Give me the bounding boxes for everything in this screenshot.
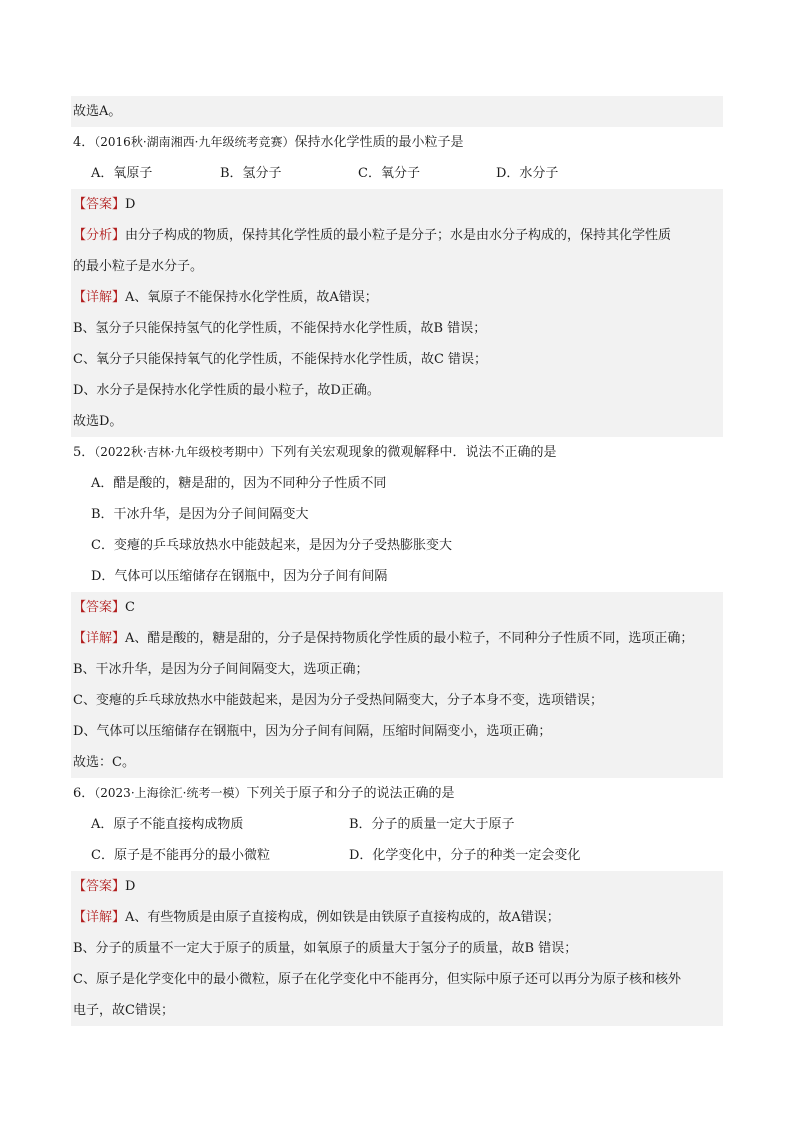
question-4-option-c: C．氧分子 xyxy=(358,166,420,181)
previous-conclusion: 故选A。 xyxy=(73,104,122,119)
analysis-tag: 【分析】 xyxy=(73,228,126,243)
question-5-number: 5． xyxy=(73,445,95,460)
question-4-analysis-line-2: 的最小粒子是水分子。 xyxy=(73,259,204,274)
question-4-number: 4． xyxy=(73,135,95,150)
question-4-option-a: A．氧原子 xyxy=(91,166,153,181)
detail-text: A、醋是酸的，糖是甜的，分子是保持物质化学性质的最小粒子，不同种分子性质不同，选项正确； xyxy=(125,631,694,646)
question-6-solution xyxy=(71,871,723,1026)
detail-text: A、氧原子不能保持水化学性质，故A错误； xyxy=(125,290,378,305)
question-5-conclusion: 故选：C。 xyxy=(73,755,135,770)
question-6-stem: 下列关于原子和分子的说法正确的是 xyxy=(246,786,455,801)
question-4-detail-b: B、氢分子只能保持氢气的化学性质，不能保持水化学性质，故B 错误； xyxy=(73,321,487,336)
question-6 xyxy=(71,778,723,871)
question-4-answer xyxy=(71,189,723,220)
question-6-detail-b: B、分子的质量不一定大于原子的质量，如氧原子的质量大于氢分子的质量，故B 错误； xyxy=(73,941,578,956)
question-6-option-c: C．原子是不能再分的最小微粒 xyxy=(91,848,270,863)
answer-tag: 【答案】 xyxy=(73,879,126,894)
detail-tag: 【详解】 xyxy=(73,631,126,646)
question-4-detail-c: C、氧分子只能保持氧气的化学性质，不能保持水化学性质，故C 错误； xyxy=(73,352,488,367)
question-5-source: （2022秋·吉林·九年级校考期中） xyxy=(94,445,271,459)
question-4-options xyxy=(71,158,723,189)
question-6-options-row-1 xyxy=(71,809,723,840)
question-4-solution xyxy=(71,189,723,437)
question-4-option-d: D．水分子 xyxy=(496,166,559,181)
question-5 xyxy=(71,437,723,592)
previous-solution-block xyxy=(71,96,723,127)
answer-value: C xyxy=(125,600,135,615)
question-4-conclusion: 故选D。 xyxy=(73,414,123,429)
question-5-option-d: D．气体可以压缩储存在钢瓶中，因为分子间有间隔 xyxy=(91,569,388,584)
detail-tag: 【详解】 xyxy=(73,910,126,925)
question-6-option-b: B．分子的质量一定大于原子 xyxy=(349,817,515,832)
question-5-option-b: B．干冰升华，是因为分子间间隔变大 xyxy=(91,507,309,522)
document-page xyxy=(71,96,723,1026)
detail-tag: 【详解】 xyxy=(73,290,126,305)
question-5-option-c: C．变瘪的乒乓球放热水中能鼓起来，是因为分子受热膨胀变大 xyxy=(91,538,452,553)
question-5-detail-c: C、变瘪的乒乓球放热水中能鼓起来，是因为分子受热间隔变大，分子本身不变，选项错误； xyxy=(73,693,603,708)
question-5-stem-line xyxy=(71,437,723,468)
question-5-answer xyxy=(71,592,723,623)
question-6-number: 6． xyxy=(73,786,95,801)
answer-value: D xyxy=(125,879,136,894)
question-6-detail-c-line-2: 电子，故C错误； xyxy=(73,1003,174,1018)
question-4-detail-d: D、水分子是保持水化学性质的最小粒子，故D正确。 xyxy=(73,383,380,398)
question-6-detail-a xyxy=(71,902,723,933)
detail-text: A、有些物质是由原子直接构成，例如铁是由铁原子直接构成的，故A错误； xyxy=(125,910,560,925)
question-6-option-d: D．化学变化中，分子的种类一定会变化 xyxy=(349,848,581,863)
answer-tag: 【答案】 xyxy=(73,600,126,615)
question-5-option-a: A．醋是酸的，糖是甜的，因为不同种分子性质不同 xyxy=(91,476,387,491)
question-4 xyxy=(71,127,723,189)
question-4-source: （2016秋·湖南湘西·九年级统考竞赛） xyxy=(94,135,295,149)
question-4-analysis-line-1 xyxy=(71,220,723,251)
question-4-detail-a xyxy=(71,282,723,313)
analysis-text: 由分子构成的物质，保持其化学性质的最小粒子是分子；水是由水分子构成的，保持其化学性质 xyxy=(125,228,672,243)
question-6-answer xyxy=(71,871,723,902)
question-6-detail-c-line-1: C、原子是化学变化中的最小微粒，原子在化学变化中不能再分，但实际中原子还可以再分为原子核和核外 xyxy=(73,972,681,987)
question-6-option-a: A．原子不能直接构成物质 xyxy=(91,817,244,832)
question-4-stem: 保持水化学性质的最小粒子是 xyxy=(294,135,464,150)
question-4-stem-line xyxy=(71,127,723,158)
question-6-stem-line xyxy=(71,778,723,809)
question-5-detail-a xyxy=(71,623,723,654)
question-5-solution xyxy=(71,592,723,778)
question-6-source: （2023·上海徐汇·统考一模） xyxy=(94,786,247,800)
question-6-options-row-2 xyxy=(71,840,723,871)
answer-value: D xyxy=(125,197,136,212)
question-5-stem: 下列有关宏观现象的微观解释中．说法不正确的是 xyxy=(270,445,557,460)
question-4-option-b: B．氢分子 xyxy=(220,166,282,181)
question-5-detail-d: D、气体可以压缩储存在钢瓶中，因为分子间有间隔，压缩时间隔变小，选项正确； xyxy=(73,724,552,739)
answer-tag: 【答案】 xyxy=(73,197,126,212)
question-5-detail-b: B、干冰升华，是因为分子间间隔变大，选项正确； xyxy=(73,662,369,677)
